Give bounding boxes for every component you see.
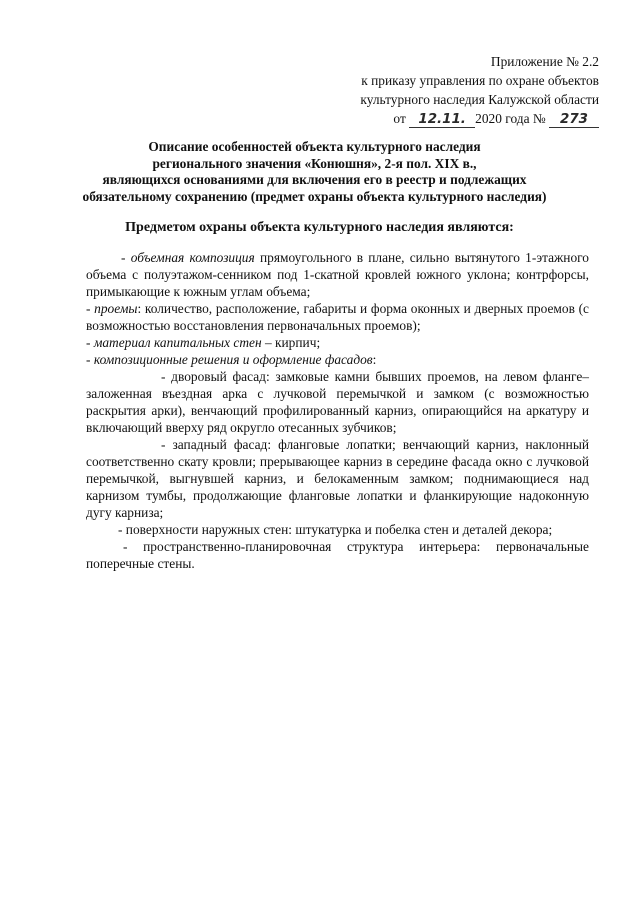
- list-item: - композиционные решения и оформление фасадов:: [86, 352, 377, 367]
- appendix-number: Приложение № 2.2: [490, 54, 599, 69]
- list-item-interior: - пространственно-планировочная структура интерьера: первоначальные поперечные стены.: [86, 539, 589, 571]
- title-line-1: Описание особенностей объекта культурного наследия: [148, 139, 481, 154]
- title-line-2: регионального значения «Конюшня», 2-я пол. XIX в.,: [152, 155, 477, 171]
- handwritten-date: 12.11.: [409, 112, 475, 128]
- order-authority-line: культурного наследия Калужской области: [360, 92, 599, 107]
- item-label: объемная композиция: [130, 250, 255, 265]
- order-date-line: [360, 109, 599, 128]
- protection-subject-list: [86, 249, 589, 572]
- list-item: - объемная композиция прямоугольного в плане, сильно вытянутого 1-этажного объема с полуэтажом-сенником под 1-скатной кровлей южного уклона; контрфорсы, примыкающие к южным углам объема;: [86, 250, 590, 299]
- list-item: - проемы: количество, расположение, габариты и форма оконных и дверных проемов (с возможностью восстановления первоначальных проемов);: [86, 301, 590, 333]
- list-item-western-facade: - западный фасад: фланговые лопатки; венчающий карниз, наклонный соответственно скату кровли; прерывающее карниз в середине фасада окно с лучковой перемычкой, выгнувшей карниз, и белокаменным замком; поднимающиеся над карнизом тумбы, продолжающие фланговые лопатки и фланкирующие надоконную дугу карниза;: [86, 437, 589, 520]
- list-item-wall-surfaces: - поверхности наружных стен: штукатурка и побелка стен и деталей декора;: [118, 522, 553, 537]
- appendix-header: [360, 52, 599, 128]
- year-text: 2020 года №: [475, 111, 546, 126]
- item-label: проемы: [94, 301, 138, 316]
- list-item: - материал капитальных стен – кирпич;: [86, 335, 321, 350]
- item-text: – кирпич;: [261, 335, 321, 350]
- item-text: прямоугольного в плане, сильно вытянутого 1-этажного объема с полуэтажом-сенником под 1-скатной кровлей южного уклона; контрфорсы, примыкающие к южным углам объема;: [86, 250, 590, 299]
- handwritten-order-number: 273: [549, 112, 599, 128]
- item-text: : количество, расположение, габариты и форма оконных и дверных проемов (с возможностью восстановления первоначальных проемов);: [86, 301, 590, 333]
- document-title: [40, 139, 589, 205]
- item-label: материал капитальных стен: [93, 335, 262, 350]
- item-text: :: [372, 352, 377, 367]
- title-line-3: являющихся основаниями для включения его в реестр и подлежащих: [102, 172, 527, 187]
- date-prefix: от: [393, 111, 406, 126]
- order-reference-line: к приказу управления по охране объектов: [361, 73, 599, 88]
- list-item-courtyard-facade: - дворовый фасад: замковые камни бывших проемов, на левом фланге– заложенная въездная арка с лучковой перемычкой и замком (с возможностью раскрытия арки), венчающий профилированный карниз, опирающийся на аркатуру и включающий вверху ряд округло отесанных зубчиков;: [86, 369, 589, 435]
- title-line-4: обязательному сохранению (предмет охраны объекта культурного наследия): [82, 188, 547, 204]
- item-label: композиционные решения и оформление фасадов: [93, 352, 373, 367]
- subject-heading: Предметом охраны объекта культурного наследия являются:: [125, 220, 514, 235]
